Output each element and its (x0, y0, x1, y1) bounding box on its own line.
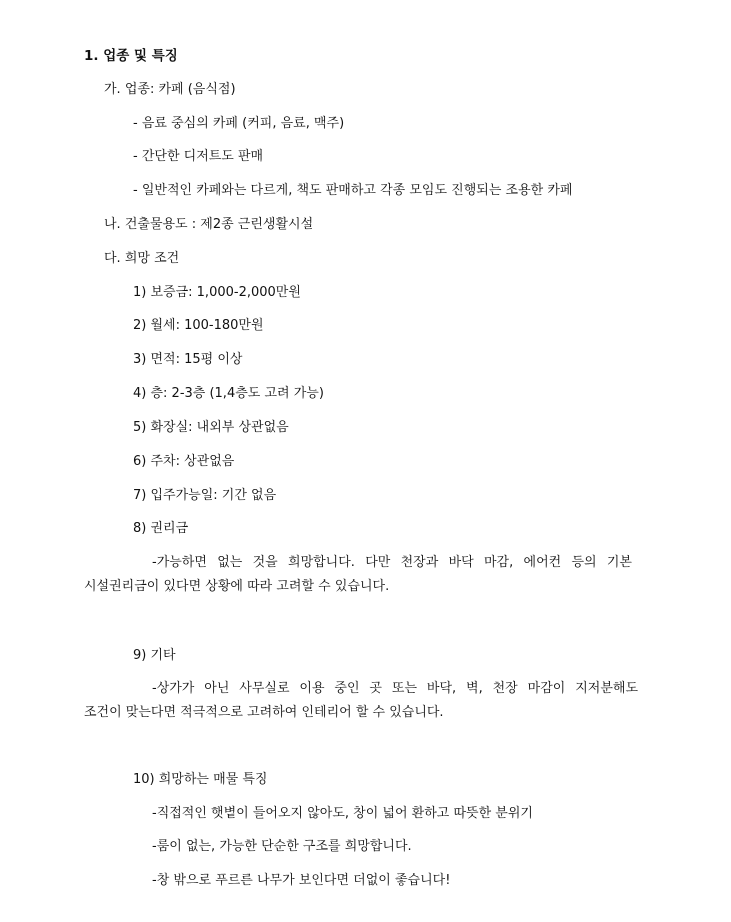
condition-item: 8) 권리금 (133, 521, 189, 536)
condition-item: 10) 희망하는 매물 특징 (133, 772, 268, 787)
condition-item: 7) 입주가능일: 기간 없음 (133, 488, 277, 503)
condition-item: 9) 기타 (133, 648, 176, 663)
paragraph-line: 시설권리금이 있다면 상황에 따라 고려할 수 있습니다. (84, 579, 390, 594)
condition-item: 4) 층: 2-3층 (1,4층도 고려 가능) (133, 386, 324, 401)
list-item: - 음료 중심의 카페 (커피, 음료, 맥주) (133, 116, 345, 131)
subheading-ga: 가. 업종: 카페 (음식점) (104, 82, 236, 97)
list-item: - 간단한 디저트도 판매 (133, 149, 264, 164)
condition-item: 5) 화장실: 내외부 상관없음 (133, 420, 289, 435)
paragraph-line: -상가가 아닌 사무실로 이용 중인 곳 또는 바닥, 벽, 천장 마감이 지저분해도 (152, 681, 638, 696)
paragraph-line: 조건이 맞는다면 적극적으로 고려하여 인테리어 할 수 있습니다. (84, 705, 444, 720)
list-item: -창 밖으로 푸르른 나무가 보인다면 더없이 좋습니다! (152, 873, 451, 888)
paragraph-line: -가능하면 없는 것을 희망합니다. 다만 천장과 바닥 마감, 에어컨 등의 기본 (152, 555, 632, 570)
list-item: -직접적인 햇볕이 들어오지 않아도, 창이 넓어 환하고 따뜻한 분위기 (152, 806, 533, 821)
list-item: -룸이 없는, 가능한 단순한 구조를 희망합니다. (152, 839, 412, 854)
subheading-da: 다. 희망 조건 (104, 251, 180, 266)
condition-item: 1) 보증금: 1,000-2,000만원 (133, 285, 301, 300)
list-item: - 일반적인 카페와는 다르게, 책도 판매하고 각종 모임도 진행되는 조용한 카페 (133, 183, 573, 198)
subheading-na: 나. 건출물용도 : 제2종 근린생활시설 (104, 217, 314, 232)
condition-item: 6) 주차: 상관없음 (133, 454, 235, 469)
section-title: 1. 업종 및 특징 (84, 48, 178, 64)
condition-item: 3) 면적: 15평 이상 (133, 352, 243, 367)
condition-item: 2) 월세: 100-180만원 (133, 318, 264, 333)
